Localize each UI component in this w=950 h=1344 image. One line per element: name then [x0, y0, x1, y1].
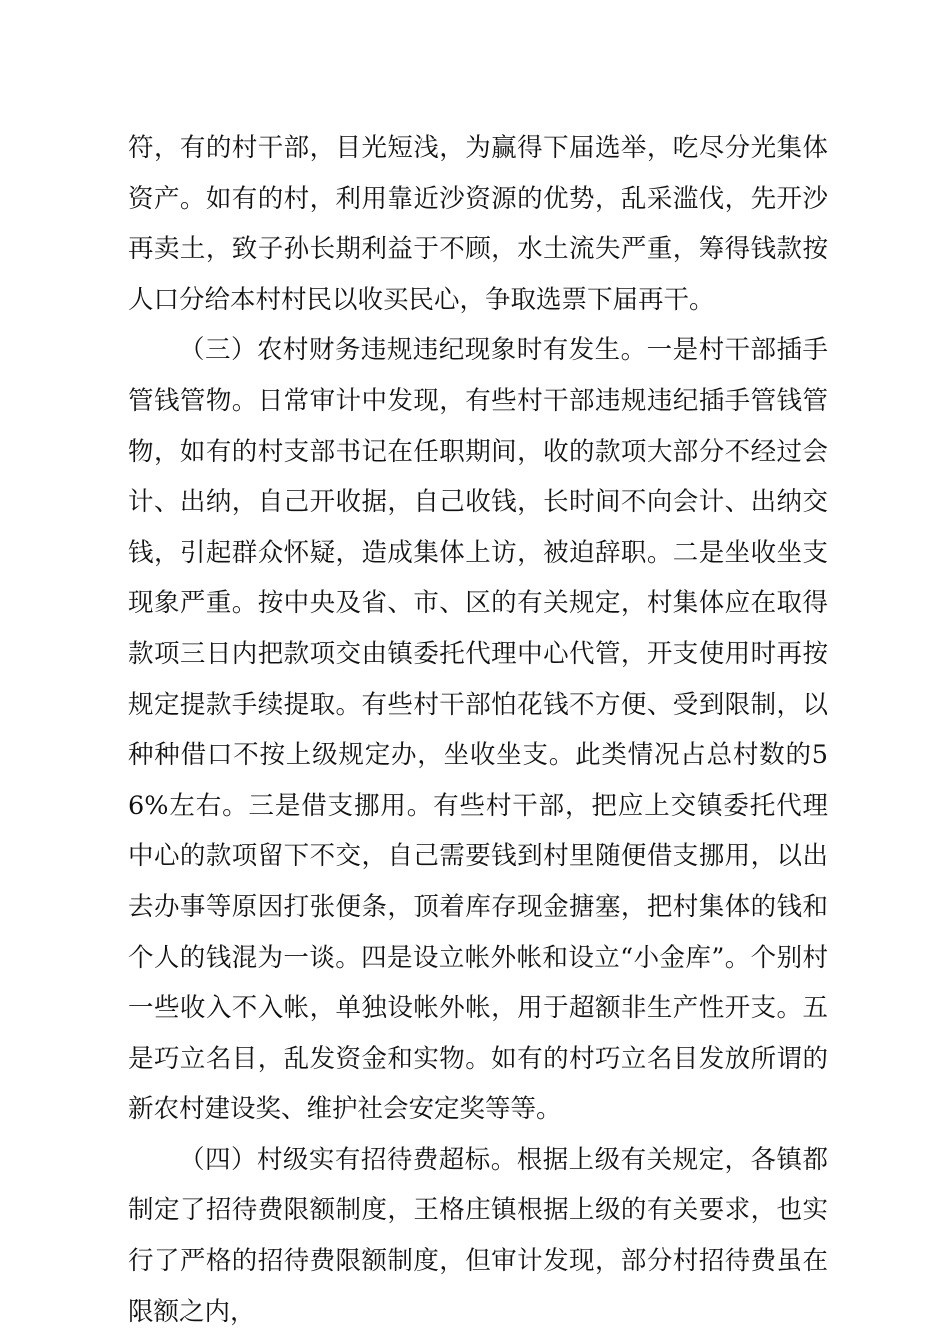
document-body — [128, 123, 828, 1337]
paragraph-continuation: 符，有的村干部，目光短浅，为赢得下届选举，吃尽分光集体资产。如有的村，利用靠近沙资源的优势，乱采滥伐，先开沙再卖土，致子孙长期利益于不顾，水土流失严重，筹得钱款按人口分给本村村民以收买民心，争取选票下届再干。 — [128, 133, 828, 315]
paragraph-section-4: （四）村级实有招待费超标。根据上级有关规定，各镇都制定了招待费限额制度，王格庄镇根据上级的有关要求，也实行了严格的招待费限额制度，但审计发现，部分村招待费虽在限额之内， — [128, 1144, 828, 1327]
paragraph-section-3: （三）农村财务违规违纪现象时有发生。一是村干部插手管钱管物。日常审计中发现，有些村干部违规违纪插手管钱管物，如有的村支部书记在任职期间，收的款项大部分不经过会计、出纳，自己开收据，自己收钱，长时间不向会计、出纳交钱，引起群众怀疑，造成集体上访，被迫辞职。二是坐收坐支现象严重。按中央及省、市、区的有关规定，村集体应在取得款项三日内把款项交由镇委托代理中心代管，开支使用时再按规定提款手续提取。有些村干部怕花钱不方便、受到限制，以种种借口不按上级规定办，坐收坐支。此类情况占总村数的56%左右。三是借支挪用。有些村干部，把应上交镇委托代理中心的款项留下不交，自己需要钱到村里随便借支挪用，以出去办事等原因打张便条，顶着库存现金搪塞，把村集体的钱和个人的钱混为一谈。四是设立帐外帐和设立“小金库”。个别村一些收入不入帐，单独设帐外帐，用于超额非生产性开支。五是巧立名目，乱发资金和实物。如有的村巧立名目发放所谓的新农村建设奖、维护社会安定奖等等。 — [128, 335, 828, 1125]
